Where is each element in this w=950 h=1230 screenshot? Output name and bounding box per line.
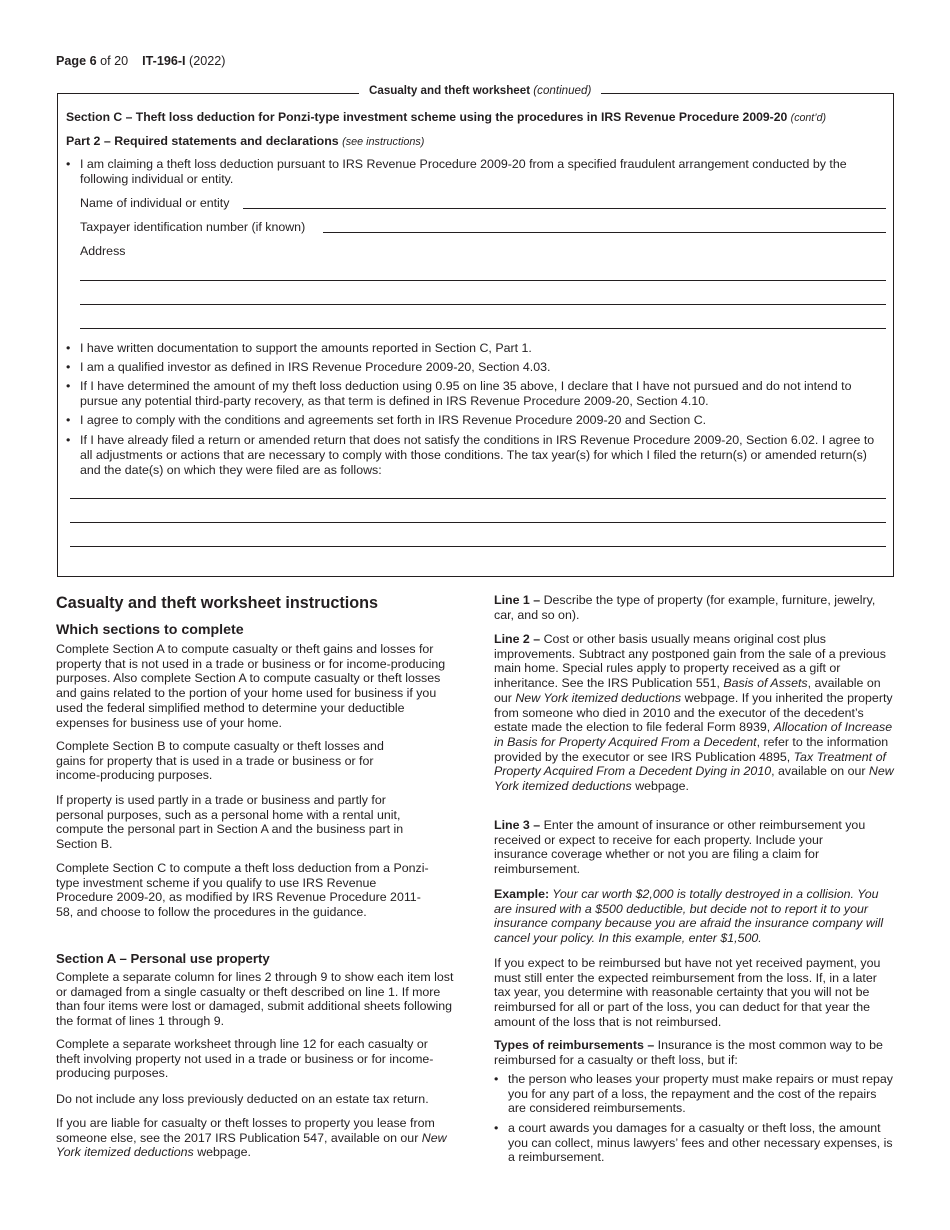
line2-italic-4: Tax Treatment of Property Acquired From a Decedent Dying in 2010 (494, 749, 886, 779)
tax-year-line-3[interactable] (70, 546, 886, 547)
line2-italic-5: New York itemized deductions (494, 764, 894, 794)
left-paragraph-2: Complete Section B to compute casualty or theft losses and gains for property that is used in a trade or business or for income-producing purposes. (56, 739, 384, 783)
line2-italic-1: Basis of Assets (723, 676, 808, 691)
statement-documentation: • I have written documentation to support the amounts reported in Section C, Part 1. (66, 341, 888, 356)
line1-text: Describe the type of property (for example, furniture, jewelry, car, and so on). (494, 593, 876, 622)
left-paragraph-5: Complete a separate column for lines 2 through 9 to show each item lost or damaged from a single casualty or theft described on line 1. If more than four items were lost or damaged, submit additional sheets following the format of lines 1 through 9. (56, 970, 454, 1029)
instructions-heading: Casualty and theft worksheet instructions (56, 594, 379, 612)
reimbursement-bullet-court: • a court awards you damages for a casualty or theft loss, the amount you can collect, minus lawyers’ fees and other necessary expenses, is a reimbursement. (494, 1121, 894, 1165)
line2-text-e: , available on our (771, 764, 869, 779)
line2-text-f: webpage. (631, 779, 689, 794)
field-address-label: Address (80, 244, 126, 258)
line2-instruction (494, 632, 896, 794)
line2-text-b: , available on our (494, 676, 881, 705)
line1-instruction (494, 593, 876, 622)
part2-suffix: (see instructions) (342, 136, 425, 148)
left-paragraph-4: Complete Section C to compute a theft loss deduction from a Ponzi-type investment scheme if you qualify to use IRS Revenue Procedure 2009-20, as modified by IRS Revenue Procedure 2011-58, and choose to follow the procedures in the guidance. (56, 861, 429, 920)
part2-heading (66, 134, 424, 148)
line1-label: Line 1 – (494, 593, 541, 607)
line2-text-a: Cost or other basis usually means original cost plus improvements. Subtract any postponed gain from the sale of a previous main home. Special rules apply to property received as a gift or inheritance. See the IRS Publication 551, (494, 632, 886, 691)
tax-year-line-1[interactable] (70, 498, 886, 499)
page-label: Page (56, 54, 87, 68)
form-year: (2022) (189, 54, 226, 68)
left-paragraph-7: Do not include any loss previously deducted on an estate tax return. (56, 1092, 429, 1106)
line2-label: Line 2 – (494, 632, 541, 646)
line2-italic-3: Allocation of Increase in Basis for Property Acquired From a Decedent (494, 720, 893, 749)
tin-input-line[interactable] (323, 232, 886, 233)
types-text: Insurance is the most common way to be reimbursed for a casualty or theft loss, but if: (494, 1038, 883, 1067)
worksheet-title-suffix: (continued) (533, 84, 592, 97)
reimbursement-bullet-lease: • the person who leases your property must make repairs or must repay you for any part of a loss, the repayment and the cost of the repairs are considered reimbursements. (494, 1072, 894, 1116)
types-label: Types of reimbursements – (494, 1038, 655, 1052)
line2-italic-2: New York itemized deductions (515, 690, 682, 705)
address-line-2[interactable] (80, 304, 886, 305)
left-paragraph-8 (56, 1116, 454, 1160)
section-a-heading: Section A – Personal use property (56, 951, 270, 966)
statement-claiming: • I am claiming a theft loss deduction pursuant to IRS Revenue Procedure 2009-20 from a specified fraudulent arrangement conducted by the following individual or entity. (66, 157, 888, 187)
address-line-3[interactable] (80, 328, 886, 329)
example-block (494, 887, 886, 946)
page-of: of 20 (100, 54, 129, 68)
example-text: Your car worth $2,000 is totally destroyed in a collision. You are insured with a $500 deductible, but decide not to report it to your insurance company because you are afraid the insurance company will cancel your policy. In this example, enter $1,500. (494, 887, 884, 946)
left-p8-italic: New York itemized deductions (56, 1130, 447, 1160)
statement-third-party: • If I have determined the amount of my theft loss deduction using 0.95 on line 35 above, I declare that I have not pursued and do not intend to pursue any potential third-party recovery, as that term is defined in IRS Revenue Procedure 2009-20, Section 4.10. (66, 379, 888, 409)
example-label: Example: (494, 887, 550, 901)
line3-label: Line 3 – (494, 818, 541, 832)
which-sections-heading: Which sections to complete (56, 622, 244, 638)
field-tin-label: Taxpayer identification number (if known) (80, 220, 306, 234)
types-reimbursements (494, 1038, 896, 1067)
statement-comply: • I agree to comply with the conditions and agreements set forth in IRS Revenue Procedure 2009-20 and Section C. (66, 413, 888, 428)
page-header (56, 54, 225, 68)
section-c-heading (66, 110, 826, 124)
name-input-line[interactable] (243, 208, 886, 209)
statement-qualified-investor: • I am a qualified investor as defined in IRS Revenue Procedure 2009-20, Section 4.03. (66, 360, 888, 375)
left-p8-b: webpage. (193, 1145, 251, 1160)
field-name-label: Name of individual or entity (80, 196, 230, 210)
left-p8-a: If you are liable for casualty or theft losses to property you lease from someone else, see the 2017 IRS Publication 547, available on our (56, 1116, 435, 1145)
line3-instruction (494, 818, 876, 877)
worksheet-title (359, 84, 601, 97)
form-id: IT-196-I (142, 54, 186, 68)
left-paragraph-6: Complete a separate worksheet through line 12 for each casualty or theft involving property not used in a trade or business or for income-producing purposes. (56, 1037, 434, 1081)
line2-text-d: , refer to the information provided by the executor or see IRS Publication 4895, (494, 734, 889, 764)
expect-reimbursed-paragraph: If you expect to be reimbursed but have not yet received payment, you must still enter the expected reimbursement from the loss. If, in a later tax year, you determine with reasonable certainty that you will not be reimbursed for all or part of the loss, you can deduct for that year the amount of the loss that is not reimbursed. (494, 956, 881, 1029)
left-paragraph-1: Complete Section A to compute casualty or theft gains and losses for property that is not used in a trade or business or for income-producing purposes. Also complete Section A to compute casualty or theft losses and gains related to the portion of your home used for business if you used the federal simplified method to determine your deductible expenses for business use of your home. (56, 642, 446, 730)
left-paragraph-3: If property is used partly in a trade or business and partly for personal purposes, such as a personal home with a rental unit, compute the personal part in Section A and the business part in Section B. (56, 793, 404, 852)
section-c-suffix: (cont’d) (790, 112, 826, 124)
statement-amended-return: • If I have already filed a return or amended return that does not satisfy the conditions in IRS Revenue Procedure 2009-20, Section 6.02. I agree to all adjustments or actions that are necessary to comply with those conditions. The tax year(s) for which I filed the return(s) or amended return(s) and the date(s) on which they were filed are as follows: (66, 433, 888, 479)
section-c-text: Section C – Theft loss deduction for Ponzi-type investment scheme using the procedures in IRS Revenue Procedure 2009-20 (66, 110, 788, 124)
tax-year-line-2[interactable] (70, 522, 886, 523)
line3-text: Enter the amount of insurance or other reimbursement you received or expect to receive for each property. Include your insurance coverage whether or not you are filing a claim for reimbursement. (494, 818, 866, 877)
line2-text-c: webpage. If you inherited the property from someone who died in 2010 and the executor of the decedent’s estate made the election to file federal Form 8939, (494, 690, 893, 735)
worksheet-title-text: Casualty and theft worksheet (369, 84, 531, 97)
part2-text: Part 2 – Required statements and declarations (66, 134, 339, 148)
address-line-1[interactable] (80, 280, 886, 281)
page-number: 6 (89, 54, 97, 68)
